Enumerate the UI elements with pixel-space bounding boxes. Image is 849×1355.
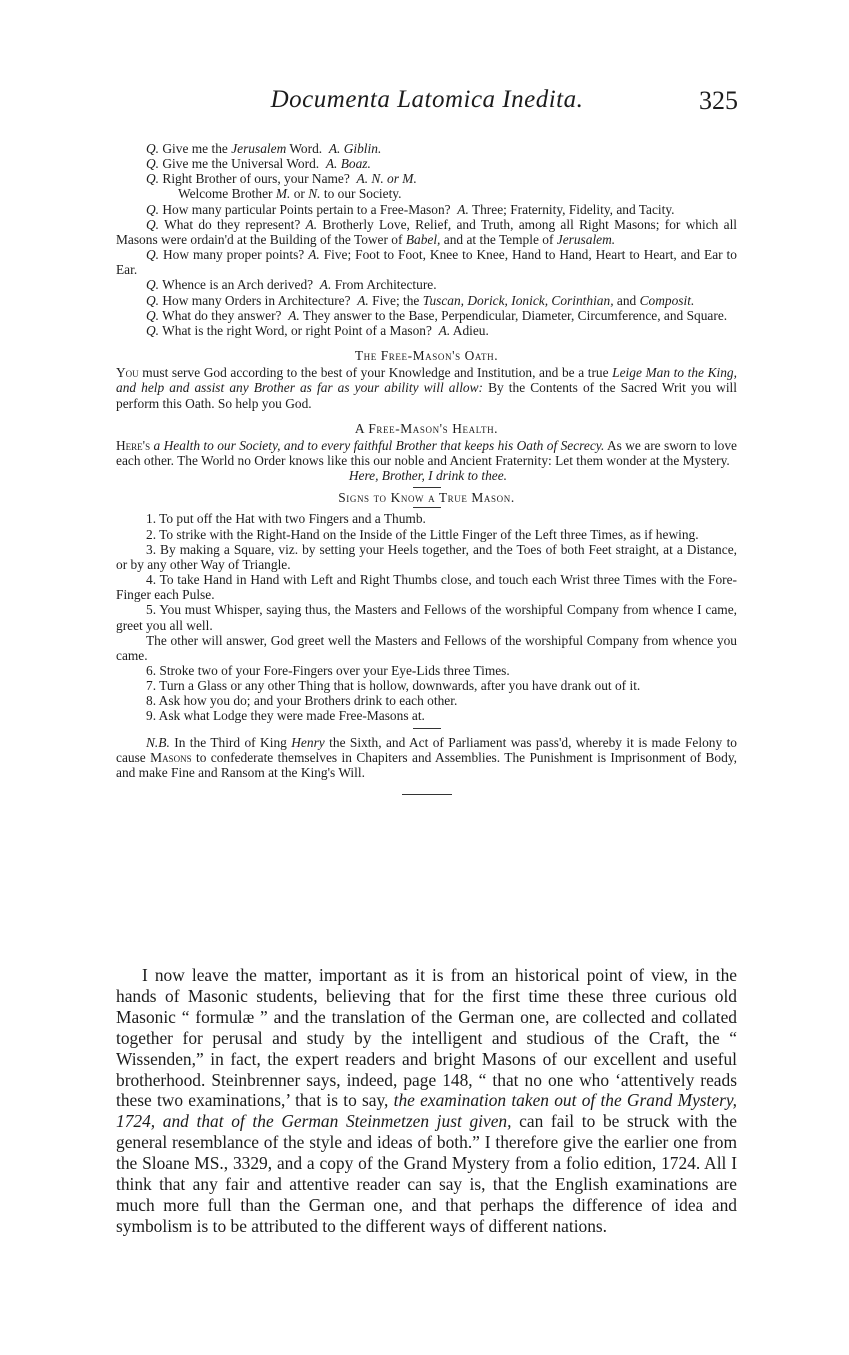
catechism-line: Q. Give me the Universal Word. A. Boaz.	[146, 156, 371, 172]
page-header	[116, 86, 738, 126]
catechism-line: Q. How many particular Points pertain to a Free-Mason? A. Three; Fraternity, Fidelity, and Tacity.	[146, 201, 675, 217]
main-commentary	[116, 965, 737, 1237]
closing-rule	[402, 794, 452, 795]
page-number: 325	[699, 86, 738, 115]
catechism-line: Q. What do they answer? A. They answer to the Base, Perpendicular, Diameter, Circumference, and Square.	[146, 307, 728, 323]
health-closing: Here, Brother, I drink to thee.	[348, 468, 507, 484]
masonic-catechism-block	[116, 141, 737, 795]
oath-text: You must serve God according to the best of your Knowledge and Institution, and be a true Leige Man to the King, and help and assist any Brother as far as your ability will allow: By the Contents of the Sacred Writ you will perform this Oath. So help you God.	[116, 365, 737, 411]
catechism-line: Q. How many Orders in Architecture? A. Five; the Tuscan, Dorick, Ionick, Corinthian, and Composit.	[146, 292, 695, 308]
sign-item: 6. Stroke two of your Fore-Fingers over your Eye-Lids three Times.	[146, 663, 510, 678]
catechism-line: Q. How many proper points? A. Five; Foot to Foot, Knee to Knee, Hand to Hand, Heart to Heart, and Ear to Ear.	[116, 247, 737, 278]
catechism-line: Q. What is the right Word, or right Point of a Mason? A. Adieu.	[146, 322, 489, 338]
sign-item: 9. Ask what Lodge they were made Free-Masons at.	[146, 708, 425, 724]
sign-item: 2. To strike with the Right-Hand on the Inside of the Little Finger of the Left three Times, as if hewing.	[146, 526, 699, 542]
section-rule	[413, 728, 441, 729]
section-rule	[413, 507, 441, 508]
nb-note: N.B. In the Third of King Henry the Sixth, and Act of Parliament was pass'd, whereby it is made Felony to cause Masons to confederate themselves in Chapiters and Assemblies. The Punishment is Imprisonment of Body, and make Fine and Ransom at the King's Will.	[116, 734, 737, 780]
commentary-paragraph: I now leave the matter, important as it is from an historical point of view, in the hands of Masonic students, believing that for the first time these three curious old Masonic “ formulæ ” and the translation of the German one, are collected and collated together for perusal and study by the intelligent and studious of the Craft, the “ Wissenden,” in fact, the expert readers and bright Masons of our excellent and useful brotherhood. Steinbrenner says, indeed, page 148, “ that no one who ‘attentively reads these two examinations,’ that is to say, the examination taken out of the Grand Mystery, 1724, and that of the German Steinmetzen just given, can fail to be struck with the general resemblance of the style and ideas of both.” I therefore give the earlier one from the Sloane MS., 3329, and a copy of the Grand Mystery from a folio edition, 1724. All I think that any fair and attentive reader can say is, that the English examinations are much more full than the German one, and that perhaps the difference of idea and symbolism is to be attributed to the different ways of different nations.	[116, 965, 737, 1236]
sign-item: The other will answer, God greet well the Masters and Fellows of the worshipful Company from whence you came.	[116, 632, 737, 663]
health-text: Here's a Health to our Society, and to every faithful Brother that keeps his Oath of Secrecy. As we are sworn to love each other. The World no Order knows like this our noble and Ancient Fraternity: Let them wonder at the Mystery.	[116, 437, 738, 468]
sign-item: 4. To take Hand in Hand with Left and Right Thumbs close, and touch each Wrist three Times with the Fore-Finger each Pulse.	[116, 572, 737, 603]
catechism-line: Q. Whence is an Arch derived? A. From Architecture.	[146, 277, 437, 293]
sign-item: 3. By making a Square, viz. by setting your Heels together, and the Toes of both Feet straight, at a Distance, or by any other Way of Triangle.	[116, 541, 737, 572]
sign-item: 1. To put off the Hat with two Fingers and a Thumb.	[146, 511, 426, 527]
sign-item: 8. Ask how you do; and your Brothers drink to each other.	[146, 693, 458, 709]
signs-heading: Signs to Know a True Mason.	[338, 490, 515, 506]
catechism-line: Welcome Brother M. or N. to our Society.	[178, 186, 402, 202]
health-heading: A Free-Mason's Health.	[354, 420, 499, 436]
sign-item: 7. Turn a Glass or any other Thing that is hollow, downwards, after you have drank out of it.	[146, 678, 641, 694]
running-title: Documenta Latomica Inedita.	[270, 86, 584, 113]
catechism-line: Q. Give me the Jerusalem Word. A. Giblin.	[146, 141, 382, 156]
catechism-line: Q. What do they represent? A. Brotherly Love, Relief, and Truth, among all Right Masons; for which all Masons were ordain'd at the Building of the Tower of Babel, and at the Temple of Jerusalem.	[116, 216, 738, 247]
sign-item: 5. You must Whisper, saying thus, the Masters and Fellows of the worshipful Company from whence I came, greet you all well.	[116, 602, 737, 633]
oath-heading: The Free-Mason's Oath.	[354, 348, 499, 364]
section-rule	[413, 487, 441, 488]
catechism-line: Q. Right Brother of ours, your Name? A. N. or M.	[146, 171, 417, 187]
